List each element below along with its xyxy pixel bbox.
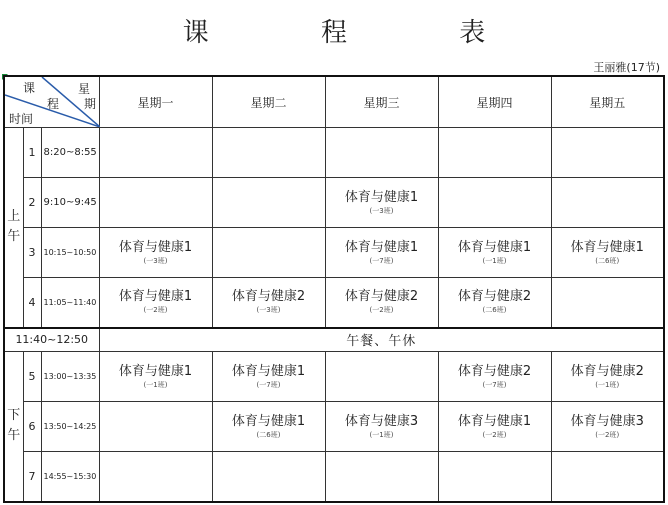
schedule-cell (438, 352, 551, 402)
period-row (4, 128, 664, 178)
period-time: 13:50~14:25 (41, 402, 99, 452)
schedule-cell (438, 228, 551, 278)
schedule-cell (325, 452, 438, 502)
schedule-cell (212, 402, 325, 452)
course-name: 体育与健康1 (457, 413, 532, 429)
schedule-cell (551, 352, 664, 402)
period-row (4, 402, 664, 452)
schedule-cell (551, 402, 664, 452)
period-number: 4 (23, 278, 41, 328)
period-time: 8:20~8:55 (41, 128, 99, 178)
page-title: 课 程 表 (182, 18, 538, 48)
class-label: (一7班) (482, 380, 507, 389)
course-name: 体育与健康1 (231, 363, 306, 379)
lunch-label: 午餐、午休 (99, 328, 664, 352)
period-number: 7 (23, 452, 41, 502)
schedule-cell (551, 178, 664, 228)
corner-week-b: 期 (84, 97, 97, 111)
corner-course-b: 程 (47, 97, 60, 111)
course-name: 体育与健康1 (118, 239, 193, 255)
schedule-cell (325, 278, 438, 328)
class-label: (一1班) (482, 256, 507, 265)
morning-label-char: 午 (7, 229, 21, 245)
day-header: 星期三 (325, 76, 438, 128)
period-row (4, 352, 664, 402)
afternoon-label-char: 下 (7, 408, 21, 424)
schedule-cell (99, 402, 212, 452)
schedule-cell (325, 402, 438, 452)
class-label: (二6班) (595, 256, 620, 265)
course-name: 体育与健康2 (344, 289, 419, 305)
course-name: 体育与健康3 (570, 413, 644, 429)
schedule-cell (438, 402, 551, 452)
period-time: 13:00~13:35 (41, 352, 99, 402)
class-label: (一1班) (369, 430, 394, 439)
corner-header (4, 76, 99, 128)
schedule-cell (99, 352, 212, 402)
class-label: (一2班) (595, 430, 620, 439)
course-name: 体育与健康2 (570, 363, 644, 379)
schedule-table (3, 75, 665, 503)
lunch-time: 11:40~12:50 (4, 328, 99, 352)
day-header: 星期四 (438, 76, 551, 128)
course-name: 体育与健康1 (344, 189, 419, 205)
lunch-row (4, 328, 664, 352)
period-number: 2 (23, 178, 41, 228)
day-header: 星期一 (99, 76, 212, 128)
schedule-cell (99, 128, 212, 178)
schedule-cell (551, 128, 664, 178)
afternoon-label (4, 352, 23, 502)
morning-label (4, 128, 23, 328)
schedule-cell (99, 228, 212, 278)
header-row (4, 76, 664, 128)
schedule-cell (212, 128, 325, 178)
schedule-cell (325, 228, 438, 278)
course-name: 体育与健康1 (344, 239, 419, 255)
class-label: (一3班) (369, 206, 394, 215)
period-row (4, 452, 664, 502)
schedule-cell (438, 178, 551, 228)
teacher-label: 王丽雅(17节) (593, 61, 660, 74)
day-header: 星期五 (551, 76, 664, 128)
class-label: (一1班) (595, 380, 620, 389)
schedule-cell (551, 452, 664, 502)
course-name: 体育与健康2 (457, 363, 532, 379)
schedule-cell (438, 452, 551, 502)
course-name: 体育与健康1 (118, 363, 193, 379)
schedule-cell (212, 228, 325, 278)
schedule-cell (438, 278, 551, 328)
period-time: 10:15~10:50 (41, 228, 99, 278)
period-row (4, 178, 664, 228)
class-label: (一1班) (143, 380, 168, 389)
schedule-cell (438, 128, 551, 178)
period-number: 5 (23, 352, 41, 402)
corner-time: 时间 (9, 112, 34, 126)
schedule-cell (99, 178, 212, 228)
class-label: (二6班) (482, 306, 507, 315)
day-header: 星期二 (212, 76, 325, 128)
period-row (4, 278, 664, 328)
afternoon-label-char: 午 (7, 428, 21, 444)
class-label: (一3班) (143, 256, 168, 265)
class-label: (一3班) (256, 306, 281, 315)
corner-week-a: 星 (78, 82, 91, 96)
class-label: (一7班) (369, 256, 394, 265)
course-name: 体育与健康1 (231, 413, 306, 429)
class-label: (一7班) (256, 380, 281, 389)
period-time: 14:55~15:30 (41, 452, 99, 502)
class-label: (二6班) (256, 430, 281, 439)
corner-course-a: 课 (23, 81, 36, 95)
period-number: 6 (23, 402, 41, 452)
period-number: 1 (23, 128, 41, 178)
schedule-cell (99, 452, 212, 502)
period-number: 3 (23, 228, 41, 278)
course-name: 体育与健康2 (457, 289, 532, 305)
schedule-cell (325, 178, 438, 228)
morning-label-char: 上 (7, 209, 21, 225)
period-row (4, 228, 664, 278)
course-name: 体育与健康3 (344, 413, 419, 429)
schedule-cell (551, 278, 664, 328)
course-name: 体育与健康1 (457, 239, 532, 255)
period-time: 11:05~11:40 (41, 278, 99, 328)
course-name: 体育与健康1 (570, 239, 644, 255)
schedule-cell (325, 352, 438, 402)
class-label: (一2班) (143, 306, 168, 315)
schedule-cell (325, 128, 438, 178)
class-label: (一2班) (482, 430, 507, 439)
schedule-cell (212, 352, 325, 402)
schedule-cell (212, 452, 325, 502)
schedule-cell (212, 278, 325, 328)
period-time: 9:10~9:45 (41, 178, 99, 228)
schedule-cell (99, 278, 212, 328)
course-name: 体育与健康1 (118, 289, 193, 305)
schedule-cell (212, 178, 325, 228)
class-label: (一2班) (369, 306, 394, 315)
schedule-cell (551, 228, 664, 278)
course-name: 体育与健康2 (231, 289, 306, 305)
